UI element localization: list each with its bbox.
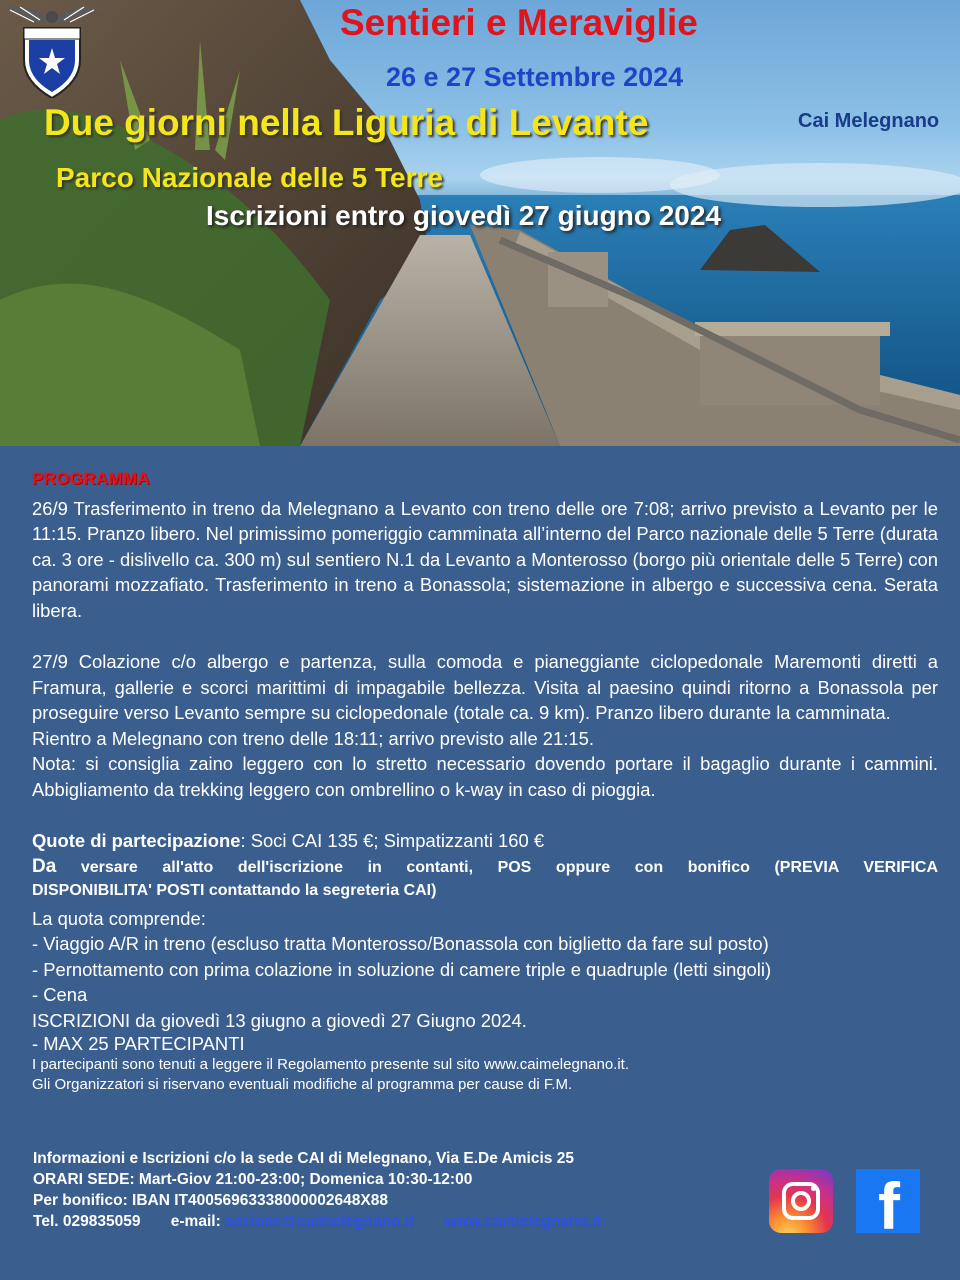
day2-description: 27/9 Colazione c/o albergo e partenza, sulla comoda e pianeggiante ciclopedonale Maremonti diretti a Framura, gallerie e scorci marittimi di impagabile bellezza. Visita al paesino quindi ritorno a Bonassola per proseguire verso Levanto sempre su ciclopedonale (totale ca. 9 km). Pranzo libero durante la camminata. xyxy=(32,651,938,723)
day1-description: 26/9 Trasferimento in treno da Melegnano a Levanto con treno delle ore 7:08; arrivo previsto a Levanto per le 11:15. Pranzo libero. Nel primissimo pomeriggio camminata all’interno del Parco nazionale delle 5 Terre (durata ca. 3 ore - dislivello ca. 300 m) sul sentiero N.1 da Levanto a Monterosso (borgo più orientale delle 5 Terre) con panorami mozzafiato. Trasferimento in treno a Bonassola; sistemazione in albergo e successiva cena. Serata libera. xyxy=(32,497,938,621)
program-heading: PROGRAMMA xyxy=(32,469,150,488)
email-label: e-mail: xyxy=(170,1213,221,1230)
program-section xyxy=(32,446,938,1095)
max-participants: - MAX 25 PARTECIPANTI xyxy=(32,1033,245,1054)
note: Nota: si consiglia zaino leggero con lo stretto necessario dovendo portare il bagaglio durante i cammini. Abbigliamento da trekking leggero con ombrellino o k-way in caso di pioggia. xyxy=(32,753,938,800)
fees-label: Quote di partecipazione xyxy=(32,830,241,851)
payment-line-2: DISPONIBILITA' POSTI contattando la segreteria CAI) xyxy=(32,881,437,899)
payment-da: Da xyxy=(32,855,57,877)
includes-label: La quota comprende: xyxy=(32,907,206,929)
contact-info xyxy=(33,1148,602,1232)
hero-photo xyxy=(0,0,960,446)
facebook-letter: f xyxy=(878,1169,900,1233)
payment-line-1 xyxy=(32,854,938,880)
event-title: Sentieri e Meraviglie xyxy=(340,2,698,43)
cai-logo xyxy=(0,0,104,98)
email-link[interactable]: sezione@caimelegnano.it xyxy=(225,1213,415,1230)
website-link[interactable]: www.caimelegnano.it xyxy=(444,1213,602,1230)
organization-name: Cai Melegnano xyxy=(798,110,940,132)
includes-item: - Viaggio A/R in treno (escluso tratta Monterosso/Bonassola con biglietto da fare sul posto) xyxy=(32,933,769,954)
return-info: Rientro a Melegnano con treno delle 18:11; arrivo previsto alle 21:15. xyxy=(32,727,594,749)
contact-line xyxy=(33,1211,602,1232)
facebook-icon[interactable] xyxy=(856,1169,920,1233)
instagram-icon[interactable] xyxy=(769,1169,833,1233)
iban: Per bonifico: IBAN IT40056963338000002648X88 xyxy=(33,1192,388,1209)
includes-item: - Cena xyxy=(32,984,88,1005)
fees-line xyxy=(32,828,938,854)
event-subtitle: Due giorni nella Liguria di Levante xyxy=(44,102,649,143)
registration-deadline: Iscrizioni entro giovedì 27 giugno 2024 xyxy=(206,200,722,231)
fees-values: : Soci CAI 135 €; Simpatizzanti 160 € xyxy=(240,830,545,851)
registration-period: ISCRIZIONI da giovedì 13 giugno a giovedì 27 Giugno 2024. xyxy=(32,1009,527,1031)
disclaimer: Gli Organizzatori si riservano eventuali modifiche al programma per cause di F.M. xyxy=(32,1076,573,1093)
event-dates: 26 e 27 Settembre 2024 xyxy=(386,62,684,92)
rules-note: I partecipanti sono tenuti a leggere il Regolamento presente sul sito www.caimelegnano.it. xyxy=(32,1056,630,1073)
includes-item: - Pernottamento con prima colazione in soluzione di camere triple e quadruple (letti singoli) xyxy=(32,958,772,980)
office-hours: ORARI SEDE: Mart-Giov 21:00-23:00; Domenica 10:30-12:00 xyxy=(33,1171,473,1188)
park-name: Parco Nazionale delle 5 Terre xyxy=(56,162,443,193)
info-address: Informazioni e Iscrizioni c/o la sede CAI di Melegnano, Via E.De Amicis 25 xyxy=(33,1150,574,1167)
payment-text-1: versare all'atto dell'iscrizione in contanti, POS oppure con bonifico (PREVIA VERIFICA xyxy=(80,858,938,876)
telephone: Tel. 029835059 xyxy=(33,1213,141,1230)
